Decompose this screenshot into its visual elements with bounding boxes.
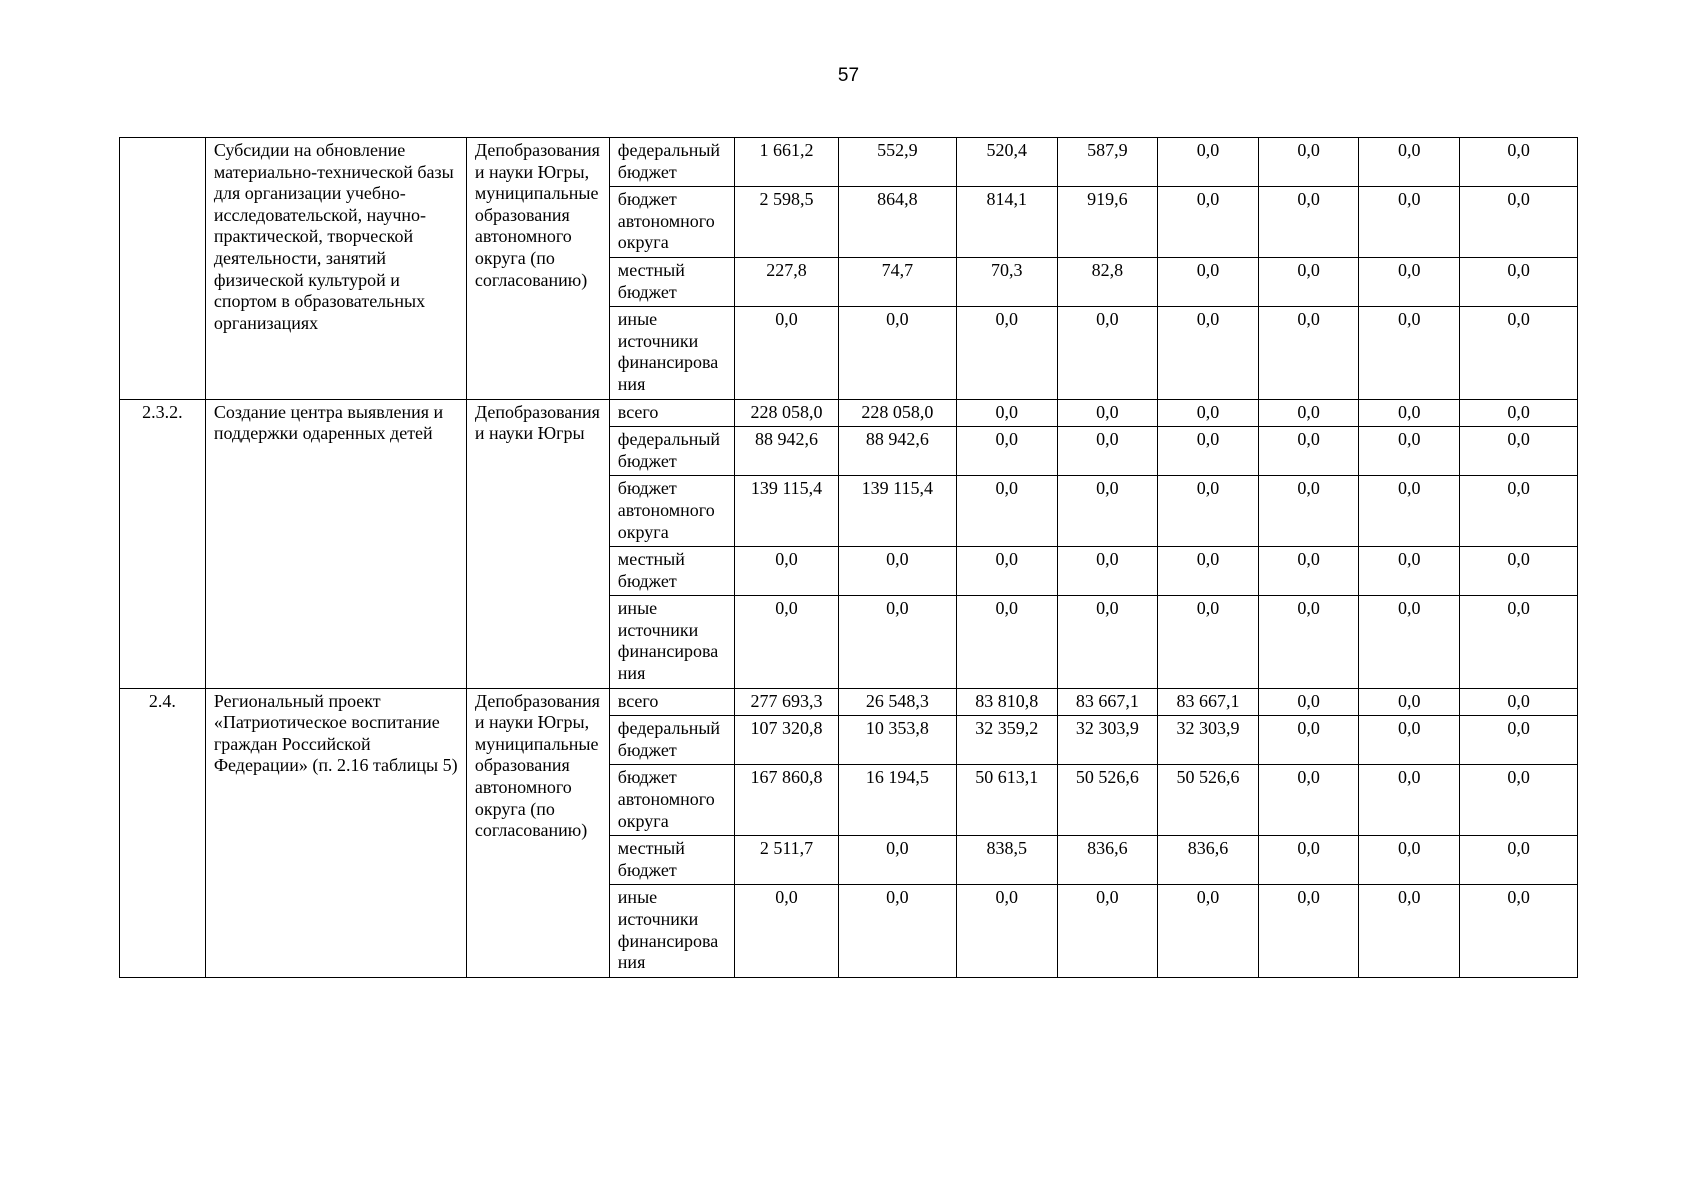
funding-value: 0,0 [1460, 765, 1578, 836]
funding-value: 139 115,4 [735, 476, 839, 547]
funding-source: иные источники финансирования [609, 885, 734, 977]
funding-source: местный бюджет [609, 836, 734, 885]
funding-value: 228 058,0 [735, 399, 839, 427]
funding-value: 0,0 [1359, 138, 1460, 187]
funding-value: 0,0 [735, 547, 839, 596]
funding-value: 26 548,3 [838, 688, 956, 716]
funding-value: 0,0 [1258, 547, 1359, 596]
funding-value: 0,0 [1158, 547, 1259, 596]
funding-source: всего [609, 399, 734, 427]
funding-value: 0,0 [1460, 885, 1578, 977]
funding-value: 0,0 [1359, 476, 1460, 547]
funding-value: 0,0 [1158, 307, 1259, 399]
funding-source: федеральный бюджет [609, 138, 734, 187]
item-code [119, 138, 205, 400]
funding-value: 0,0 [838, 547, 956, 596]
funding-value: 88 942,6 [735, 427, 839, 476]
funding-value: 0,0 [1359, 187, 1460, 258]
funding-value: 0,0 [1258, 596, 1359, 688]
funding-value: 0,0 [1057, 596, 1158, 688]
funding-value: 0,0 [1258, 307, 1359, 399]
funding-value: 0,0 [1359, 547, 1460, 596]
funding-source: иные источники финансирования [609, 307, 734, 399]
funding-value: 0,0 [1460, 476, 1578, 547]
table-row [119, 399, 1577, 427]
funding-value: 0,0 [1359, 596, 1460, 688]
funding-source: бюджет автономного округа [609, 476, 734, 547]
funding-value: 0,0 [1057, 885, 1158, 977]
funding-value: 0,0 [1359, 399, 1460, 427]
table-body [119, 138, 1577, 978]
funding-value: 88 942,6 [838, 427, 956, 476]
funding-value: 0,0 [838, 836, 956, 885]
funding-value: 0,0 [1057, 307, 1158, 399]
funding-value: 838,5 [956, 836, 1057, 885]
funding-value: 139 115,4 [838, 476, 956, 547]
funding-value: 0,0 [838, 307, 956, 399]
funding-value: 0,0 [1258, 187, 1359, 258]
funding-value: 0,0 [1258, 688, 1359, 716]
funding-source: бюджет автономного округа [609, 765, 734, 836]
funding-value: 0,0 [956, 427, 1057, 476]
funding-value: 227,8 [735, 257, 839, 306]
funding-value: 0,0 [1258, 257, 1359, 306]
funding-value: 0,0 [956, 307, 1057, 399]
funding-value: 83 667,1 [1057, 688, 1158, 716]
funding-value: 0,0 [1158, 427, 1259, 476]
funding-value: 107 320,8 [735, 716, 839, 765]
funding-value: 0,0 [1460, 836, 1578, 885]
funding-value: 74,7 [838, 257, 956, 306]
funding-value: 0,0 [1460, 307, 1578, 399]
funding-source: федеральный бюджет [609, 427, 734, 476]
funding-value: 0,0 [1460, 399, 1578, 427]
funding-value: 32 303,9 [1158, 716, 1259, 765]
funding-value: 0,0 [1258, 427, 1359, 476]
funding-value: 0,0 [838, 596, 956, 688]
funding-value: 0,0 [1460, 138, 1578, 187]
item-code: 2.3.2. [119, 399, 205, 688]
funding-value: 0,0 [1258, 716, 1359, 765]
funding-value: 0,0 [735, 307, 839, 399]
funding-value: 0,0 [1359, 257, 1460, 306]
funding-value: 10 353,8 [838, 716, 956, 765]
funding-value: 552,9 [838, 138, 956, 187]
item-code: 2.4. [119, 688, 205, 977]
funding-value: 0,0 [1258, 836, 1359, 885]
funding-value: 0,0 [1258, 885, 1359, 977]
funding-value: 0,0 [1057, 476, 1158, 547]
funding-source: федеральный бюджет [609, 716, 734, 765]
funding-value: 70,3 [956, 257, 1057, 306]
funding-source: иные источники финансирования [609, 596, 734, 688]
funding-value: 0,0 [1158, 138, 1259, 187]
funding-source: местный бюджет [609, 547, 734, 596]
funding-value: 1 661,2 [735, 138, 839, 187]
funding-value: 864,8 [838, 187, 956, 258]
funding-value: 0,0 [1258, 476, 1359, 547]
funding-value: 0,0 [1359, 688, 1460, 716]
funding-source: бюджет автономного округа [609, 187, 734, 258]
funding-source: всего [609, 688, 734, 716]
funding-value: 0,0 [1158, 257, 1259, 306]
funding-value: 0,0 [956, 399, 1057, 427]
funding-value: 83 667,1 [1158, 688, 1259, 716]
funding-value: 0,0 [956, 885, 1057, 977]
funding-value: 836,6 [1158, 836, 1259, 885]
funding-value: 0,0 [1158, 399, 1259, 427]
funding-value: 228 058,0 [838, 399, 956, 427]
funding-value: 0,0 [1258, 765, 1359, 836]
funding-value: 0,0 [956, 476, 1057, 547]
funding-value: 167 860,8 [735, 765, 839, 836]
funding-value: 0,0 [1258, 138, 1359, 187]
funding-value: 0,0 [1057, 427, 1158, 476]
funding-value: 82,8 [1057, 257, 1158, 306]
item-name: Субсидии на обновление материально-технической базы для организации учебно-исследовательской, научно-практической, творческой деятельности, занятий физической культурой и спортом в образовательных организациях [205, 138, 466, 400]
funding-value: 32 303,9 [1057, 716, 1158, 765]
funding-value: 0,0 [1460, 596, 1578, 688]
funding-value: 0,0 [1158, 187, 1259, 258]
funding-value: 0,0 [1258, 399, 1359, 427]
funding-value: 520,4 [956, 138, 1057, 187]
funding-value: 0,0 [1057, 547, 1158, 596]
funding-value: 0,0 [1359, 765, 1460, 836]
funding-value: 0,0 [1158, 885, 1259, 977]
funding-value: 0,0 [1359, 307, 1460, 399]
funding-value: 0,0 [1359, 885, 1460, 977]
funding-table [119, 137, 1578, 978]
item-name: Создание центра выявления и поддержки одаренных детей [205, 399, 466, 688]
funding-value: 2 511,7 [735, 836, 839, 885]
funding-value: 0,0 [735, 596, 839, 688]
funding-value: 587,9 [1057, 138, 1158, 187]
funding-value: 0,0 [1460, 257, 1578, 306]
item-name: Региональный проект «Патриотическое воспитание граждан Российской Федерации» (п. 2.16 таблицы 5) [205, 688, 466, 977]
funding-value: 0,0 [1057, 399, 1158, 427]
funding-value: 814,1 [956, 187, 1057, 258]
funding-value: 83 810,8 [956, 688, 1057, 716]
funding-value: 0,0 [838, 885, 956, 977]
funding-source: местный бюджет [609, 257, 734, 306]
funding-value: 16 194,5 [838, 765, 956, 836]
funding-value: 836,6 [1057, 836, 1158, 885]
funding-value: 0,0 [1158, 476, 1259, 547]
table-row [119, 688, 1577, 716]
funding-value: 50 613,1 [956, 765, 1057, 836]
responsible-executor: Депобразования и науки Югры, муниципальные образования автономного округа (по согласованию) [466, 688, 609, 977]
page-number: 57 [837, 65, 860, 86]
responsible-executor: Депобразования и науки Югры [466, 399, 609, 688]
funding-value: 50 526,6 [1057, 765, 1158, 836]
funding-value: 50 526,6 [1158, 765, 1259, 836]
funding-value: 0,0 [1158, 596, 1259, 688]
table-row [119, 138, 1577, 187]
funding-value: 919,6 [1057, 187, 1158, 258]
funding-value: 2 598,5 [735, 187, 839, 258]
funding-value: 0,0 [1359, 427, 1460, 476]
funding-value: 32 359,2 [956, 716, 1057, 765]
funding-value: 0,0 [1460, 716, 1578, 765]
funding-value: 0,0 [956, 596, 1057, 688]
funding-value: 0,0 [1460, 688, 1578, 716]
funding-value: 0,0 [735, 885, 839, 977]
funding-value: 277 693,3 [735, 688, 839, 716]
funding-value: 0,0 [1359, 716, 1460, 765]
funding-value: 0,0 [956, 547, 1057, 596]
responsible-executor: Депобразования и науки Югры, муниципальные образования автономного округа (по согласованию) [466, 138, 609, 400]
funding-value: 0,0 [1460, 427, 1578, 476]
funding-value: 0,0 [1460, 547, 1578, 596]
funding-value: 0,0 [1460, 187, 1578, 258]
funding-value: 0,0 [1359, 836, 1460, 885]
